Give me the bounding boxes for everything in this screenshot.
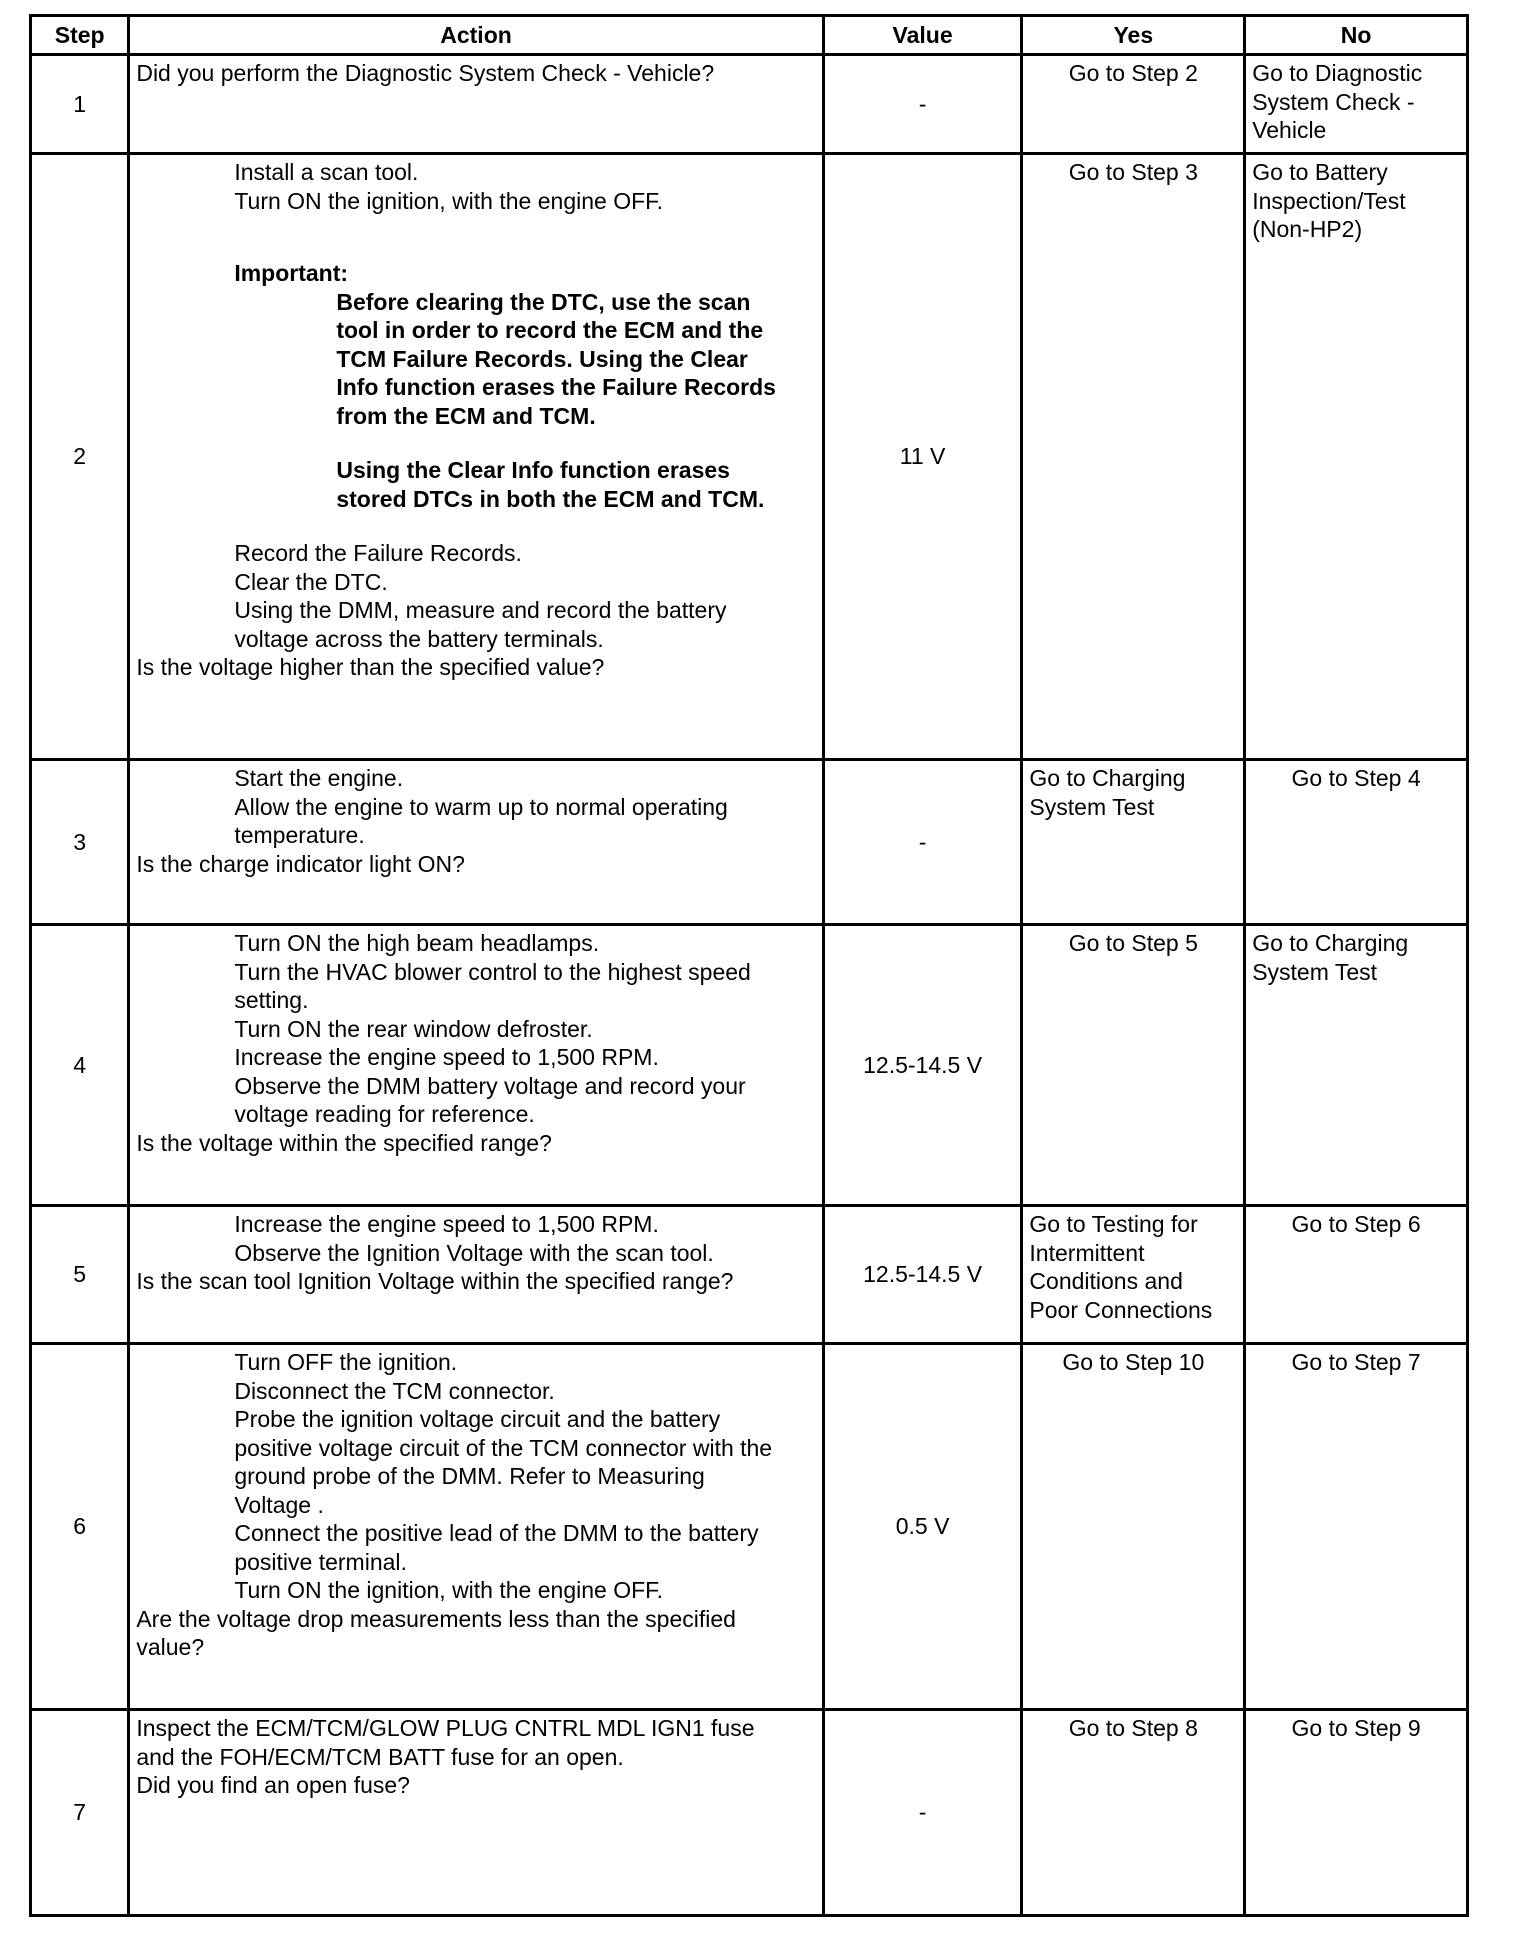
spec-value: 11 V xyxy=(823,154,1022,760)
action-question: Did you perform the Diagnostic System Check - Vehicle? xyxy=(136,60,715,86)
important-label: Important: xyxy=(234,260,349,286)
spec-value: - xyxy=(823,1710,1022,1916)
action-step: Probe the ignition voltage circuit and the battery xyxy=(234,1406,721,1432)
step-number: 2 xyxy=(31,154,129,760)
action-step: Start the engine. xyxy=(234,765,404,791)
important-note: TCM Failure Records. Using the Clear xyxy=(336,345,748,372)
table-row xyxy=(31,925,1468,1206)
action-step: Record the Failure Records. xyxy=(234,540,522,566)
action-step: Using the DMM, measure and record the battery xyxy=(234,597,727,623)
action-step: Turn the HVAC blower control to the highest speed xyxy=(234,958,751,985)
yes-result-line: System Test xyxy=(1029,793,1155,820)
yes-result: Go to Step 8 xyxy=(1068,1715,1198,1741)
action-step: Turn ON the rear window defroster. xyxy=(234,1015,593,1042)
table-row xyxy=(31,154,1468,760)
header-step: Step xyxy=(31,16,129,55)
action-question: Is the voltage within the specified range? xyxy=(136,1129,552,1156)
no-result: Go to Step 4 xyxy=(1291,765,1421,791)
action-step: Turn OFF the ignition. xyxy=(234,1349,458,1375)
spec-value: 12.5-14.5 V xyxy=(823,1206,1022,1344)
yes-result: Go to Step 2 xyxy=(1068,60,1198,86)
diagnostic-table xyxy=(29,14,1469,1917)
action-step: Clear the DTC. xyxy=(234,568,388,595)
no-result-line: System Test xyxy=(1252,958,1378,985)
action-step: Increase the engine speed to 1,500 RPM. xyxy=(234,1211,659,1237)
step-number: 7 xyxy=(31,1710,129,1916)
step-number: 1 xyxy=(31,55,129,154)
action-step: positive terminal. xyxy=(234,1548,407,1575)
yes-result-line: Go to Testing for xyxy=(1029,1211,1198,1237)
action-step: Disconnect the TCM connector. xyxy=(234,1377,555,1404)
action-step: positive voltage circuit of the TCM connector with the xyxy=(234,1434,773,1461)
action-question: Is the voltage higher than the specified value? xyxy=(136,654,605,680)
table-row xyxy=(31,1710,1468,1916)
no-result-line: Go to Diagnostic xyxy=(1252,60,1423,86)
action-step: Increase the engine speed to 1,500 RPM. xyxy=(234,1044,659,1070)
yes-result: Go to Step 3 xyxy=(1068,159,1198,185)
important-note: from the ECM and TCM. xyxy=(336,402,596,429)
yes-result-line: Intermittent xyxy=(1029,1239,1145,1266)
step-number: 6 xyxy=(31,1344,129,1710)
action-step: Turn ON the ignition, with the engine OFF. xyxy=(234,187,664,214)
header-no: No xyxy=(1245,16,1468,55)
action-line: and the FOH/ECM/TCM BATT fuse for an open. xyxy=(136,1743,624,1770)
action-step: Observe the DMM battery voltage and record your xyxy=(234,1072,746,1099)
important-note: Before clearing the DTC, use the scan xyxy=(336,288,751,315)
action-question: Did you find an open fuse? xyxy=(136,1772,410,1798)
action-step: temperature. xyxy=(234,822,365,848)
no-result-line: System Check - xyxy=(1252,88,1415,115)
spec-value: - xyxy=(823,760,1022,925)
spec-value: 12.5-14.5 V xyxy=(823,925,1022,1206)
important-note: tool in order to record the ECM and the xyxy=(336,317,764,343)
yes-result: Go to Step 10 xyxy=(1062,1349,1205,1375)
yes-result-line: Go to Charging xyxy=(1029,765,1186,791)
header-value: Value xyxy=(823,16,1022,55)
spec-value: 0.5 V xyxy=(823,1344,1022,1710)
no-result-line: Go to Charging xyxy=(1252,930,1409,956)
table-row xyxy=(31,55,1468,154)
action-step: Turn ON the high beam headlamps. xyxy=(234,930,600,956)
action-line: Inspect the ECM/TCM/GLOW PLUG CNTRL MDL IGN1 fuse xyxy=(136,1715,755,1741)
action-step: voltage across the battery terminals. xyxy=(234,625,604,652)
header-row xyxy=(31,16,1468,55)
step-number: 3 xyxy=(31,760,129,925)
yes-result: Go to Step 5 xyxy=(1068,930,1198,956)
action-step: setting. xyxy=(234,987,309,1013)
action-question: Are the voltage drop measurements less than the specified xyxy=(136,1605,736,1632)
action-step: ground probe of the DMM. Refer to Measuring xyxy=(234,1463,705,1489)
no-result-line: Go to Battery xyxy=(1252,159,1388,185)
no-result-line: Inspection/Test xyxy=(1252,187,1406,214)
table-row xyxy=(31,1344,1468,1710)
action-step: Observe the Ignition Voltage with the scan tool. xyxy=(234,1239,714,1266)
action-step: Turn ON the ignition, with the engine OFF. xyxy=(234,1577,664,1603)
table-row xyxy=(31,760,1468,925)
spec-value: - xyxy=(823,55,1022,154)
action-question: Is the charge indicator light ON? xyxy=(136,850,465,877)
action-step: Connect the positive lead of the DMM to the battery xyxy=(234,1520,759,1546)
action-step: Install a scan tool. xyxy=(234,159,419,185)
table-row xyxy=(31,1206,1468,1344)
action-question: value? xyxy=(136,1634,205,1660)
step-number: 5 xyxy=(31,1206,129,1344)
yes-result-line: Poor Connections xyxy=(1029,1296,1213,1323)
important-note: Info function erases the Failure Records xyxy=(336,374,776,400)
no-result: Go to Step 9 xyxy=(1291,1715,1421,1741)
action-step: Voltage . xyxy=(234,1491,324,1518)
action-step: Allow the engine to warm up to normal operating xyxy=(234,793,728,820)
header-action: Action xyxy=(129,16,823,55)
no-result-line: Vehicle xyxy=(1252,117,1327,143)
no-result: Go to Step 6 xyxy=(1291,1211,1421,1237)
step-number: 4 xyxy=(31,925,129,1206)
no-result-line: (Non-HP2) xyxy=(1252,216,1363,242)
important-note: stored DTCs in both the ECM and TCM. xyxy=(336,485,765,512)
no-result: Go to Step 7 xyxy=(1291,1349,1421,1375)
important-note: Using the Clear Info function erases xyxy=(336,457,730,483)
action-step: voltage reading for reference. xyxy=(234,1101,535,1127)
action-question: Is the scan tool Ignition Voltage within the specified range? xyxy=(136,1268,734,1294)
header-yes: Yes xyxy=(1022,16,1245,55)
yes-result-line: Conditions and xyxy=(1029,1268,1183,1294)
